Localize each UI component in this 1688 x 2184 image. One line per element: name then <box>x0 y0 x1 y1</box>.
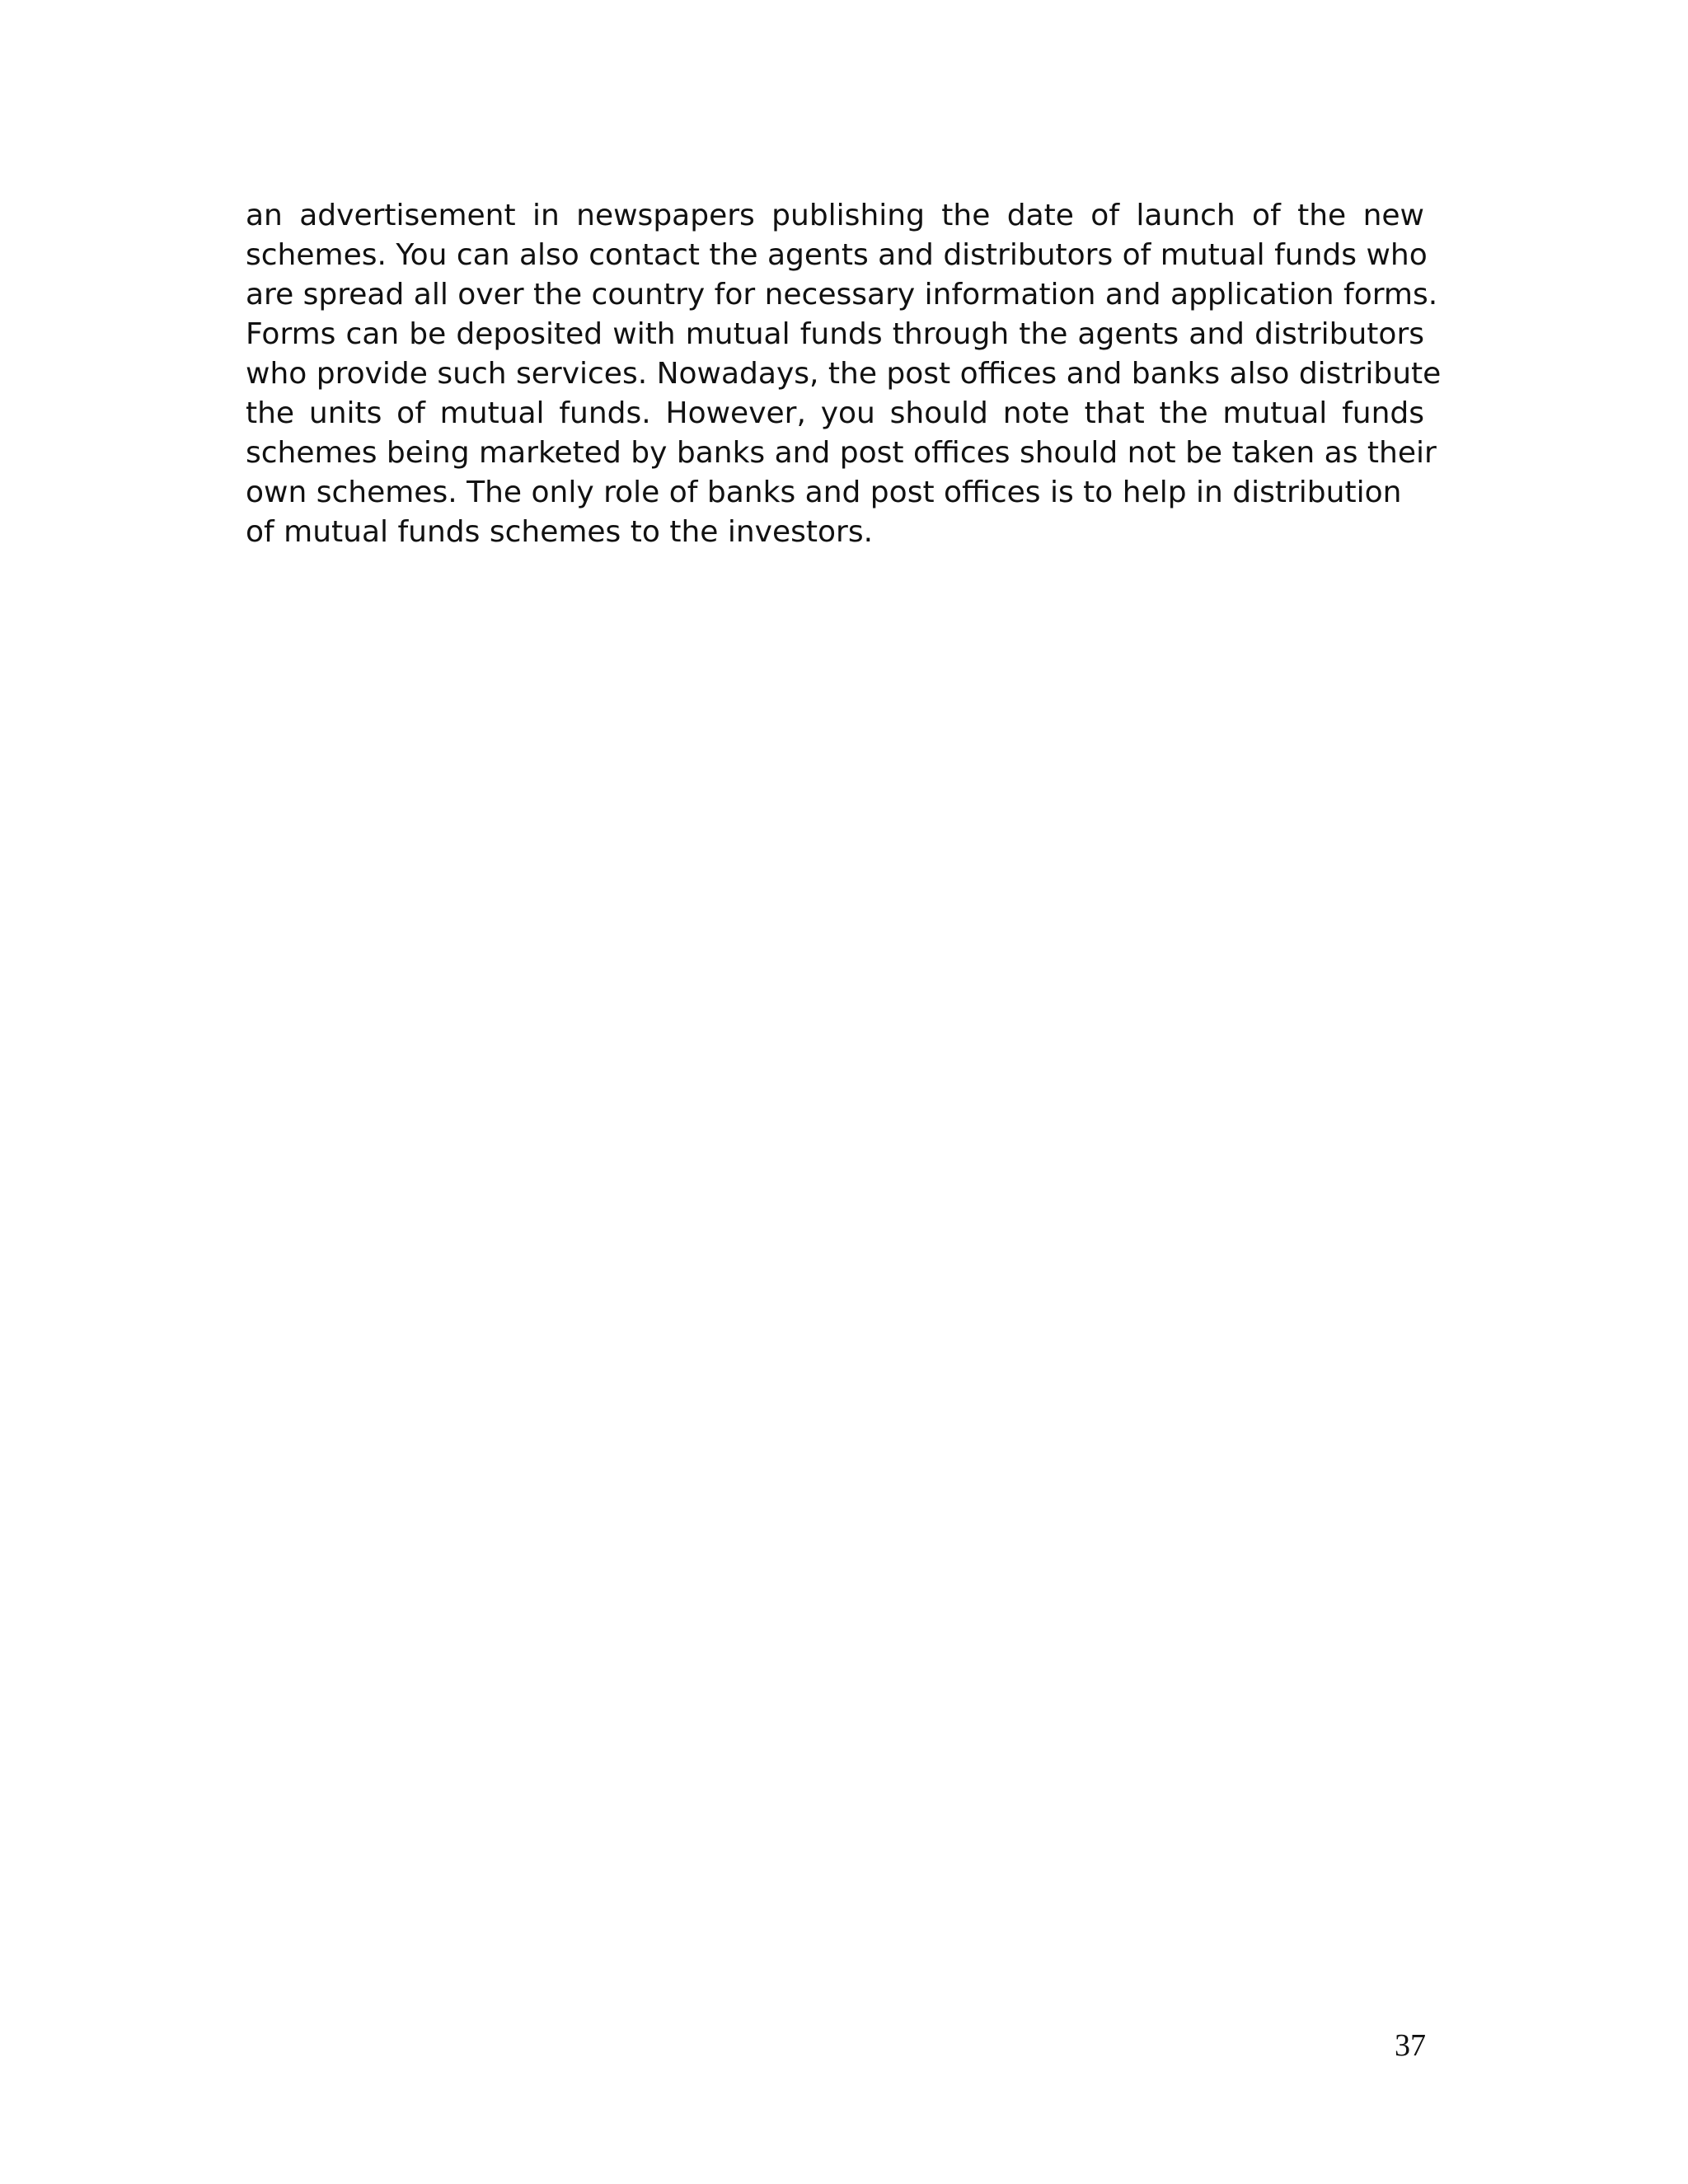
paragraph-line-9: of mutual funds schemes to the investors. <box>246 515 874 549</box>
body-paragraph <box>246 196 1442 552</box>
paragraph-line-4: Forms can be deposited with mutual funds through the agents and distributors <box>246 317 1424 351</box>
paragraph-line-2: schemes. You can also contact the agents and distributors of mutual funds who <box>246 238 1428 272</box>
paragraph-line-8: own schemes. The only role of banks and post offices is to help in distribution <box>246 476 1402 509</box>
paragraph-line-6: the units of mutual funds. However, you should note that the mutual funds <box>246 396 1424 430</box>
paragraph-line-5: who provide such services. Nowadays, the post offices and banks also distribute <box>246 357 1442 391</box>
paragraph-line-1: an advertisement in newspapers publishing the date of launch of the new <box>246 199 1424 232</box>
page-number: 37 <box>1395 2028 1426 2063</box>
paragraph-line-3: are spread all over the country for necessary information and application forms. <box>246 278 1438 312</box>
paragraph-line-7: schemes being marketed by banks and post offices should not be taken as their <box>246 436 1437 470</box>
